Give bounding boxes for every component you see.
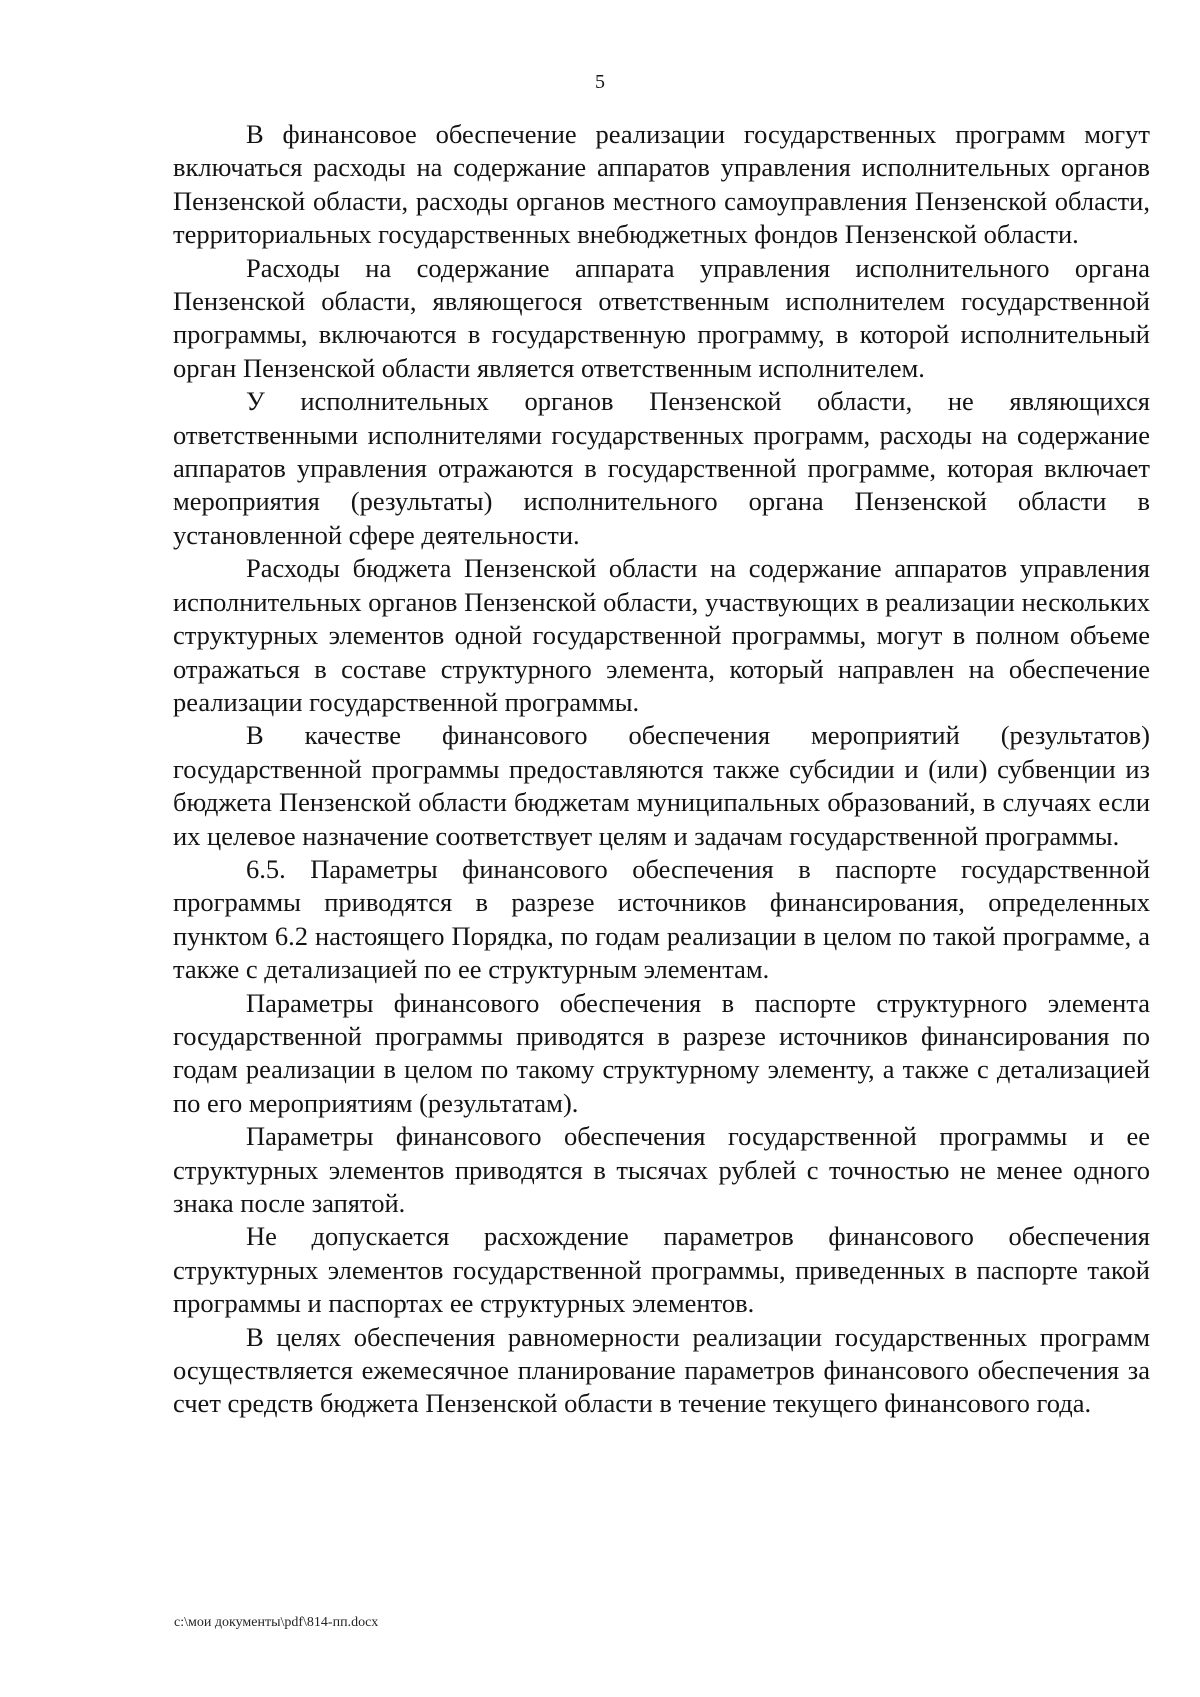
paragraph: Параметры финансового обеспечения в паспорте структурного элемента государственной программы приводятся в разрезе источников финансирования по годам реализации в целом по такому структурному элементу, а также с детализацией по его мероприятиям (результатам). xyxy=(173,987,1150,1118)
paragraph: В финансовое обеспечение реализации государственных программ могут включаться расходы на содержание аппаратов управления исполнительных органов Пензенской области, расходы органов местного самоуправления Пензенской области, территориальных государственных внебюджетных фондов Пензенской области. xyxy=(173,119,1150,250)
paragraph: Не допускается расхождение параметров финансового обеспечения структурных элементов государственной программы, приведенных в паспорте такой программы и паспортах ее структурных элементов. xyxy=(173,1221,1150,1319)
paragraph: В качестве финансового обеспечения мероприятий (результатов) государственной программы предоставляются также субсидии и (или) субвенции из бюджета Пензенской области бюджетам муниципальных образований, в случаях если их целевое назначение соответствует целям и задачам государственной программы. xyxy=(173,720,1150,851)
paragraph: 6.5. Параметры финансового обеспечения в паспорте государственной программы приводятся в разрезе источников финансирования, определенных пунктом 6.2 настоящего Порядка, по годам реализации в целом по такой программе, а также с детализацией по ее структурным элементам. xyxy=(173,853,1150,985)
paragraph: Параметры финансового обеспечения государственной программы и ее структурных элементов приводятся в тысячах рублей с точностью не менее одного знака после запятой. xyxy=(173,1121,1150,1218)
footer-file-path: c:\мои документы\pdf\814-пп.docx xyxy=(174,1615,379,1630)
paragraph: Расходы на содержание аппарата управления исполнительного органа Пензенской области, являющегося ответственным исполнителем государственной программы, включаются в государственную программу, в которой исполнительный орган Пензенской области является ответственным исполнителем. xyxy=(173,252,1150,383)
paragraph: У исполнительных органов Пензенской области, не являющихся ответственными исполнителями государственных программ, расходы на содержание аппаратов управления отражаются в государственной программе, которая включает мероприятия (результаты) исполнительного органа Пензенской области в установленной сфере деятельности. xyxy=(173,386,1150,550)
page-number: 5 xyxy=(595,71,605,93)
paragraph: В целях обеспечения равномерности реализации государственных программ осуществляется ежемесячное планирование параметров финансового обеспечения за счет средств бюджета Пензенской области в течение текущего финансового года. xyxy=(173,1321,1150,1419)
body-text xyxy=(173,118,1150,1421)
paragraph: Расходы бюджета Пензенской области на содержание аппаратов управления исполнительных органов Пензенской области, участвующих в реализации нескольких структурных элементов одной государственной программы, могут в полном объеме отражаться в составе структурного элемента, который направлен на обеспечение реализации государственной программы. xyxy=(173,553,1150,717)
